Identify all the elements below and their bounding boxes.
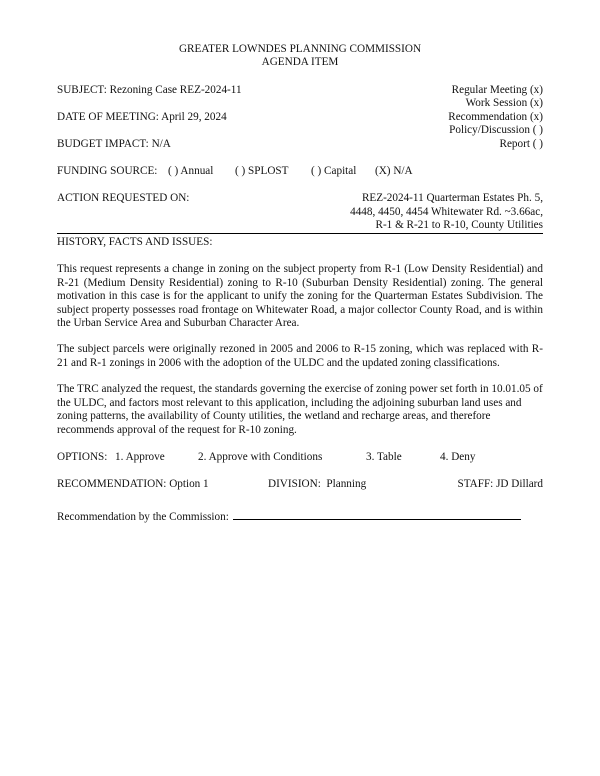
history-heading: HISTORY, FACTS AND ISSUES:: [57, 236, 213, 248]
subject-label: SUBJECT:: [57, 84, 107, 96]
budget-label: BUDGET IMPACT:: [57, 138, 149, 150]
paragraph-2: The subject parcels were originally rezoned in 2005 and 2006 to R-15 zoning, which was replaced with R-21 and R-1 zonings in 2006 with the adoption of the ULDC and the updated zoning classifications.: [57, 343, 543, 369]
recommendation-field: [57, 478, 209, 491]
options-label: OPTIONS:: [57, 451, 108, 463]
meeting-type-work-session: Work Session (x): [465, 97, 543, 110]
action-line: R-1 & R-21 to R-10, County Utilities: [375, 219, 543, 231]
org-title: GREATER LOWNDES PLANNING COMMISSION: [178, 43, 422, 55]
action-line: 4448, 4450, 4454 Whitewater Rd. ~3.66ac,: [350, 205, 543, 218]
meeting-type-recommendation: Recommendation (x): [448, 110, 543, 123]
action-details: [350, 192, 543, 233]
funding-option-annual: ( ) Annual: [168, 165, 214, 177]
action-line: REZ-2024-11 Quarterman Estates Ph. 5,: [361, 192, 543, 204]
meeting-type-policy: Policy/Discussion ( ): [449, 124, 543, 137]
staff-label: STAFF:: [457, 478, 494, 490]
funding-label: FUNDING SOURCE:: [57, 165, 158, 177]
subject-value: Rezoning Case REZ-2024-11: [109, 84, 242, 96]
option-approve: 1. Approve: [115, 451, 165, 463]
subject-field: [57, 84, 242, 97]
division-label: DIVISION:: [268, 478, 321, 490]
recommendation-label: RECOMMENDATION:: [57, 478, 167, 490]
paragraph-3: The TRC analyzed the request, the standards governing the exercise of zoning power set forth in 10.01.05 of the ULDC, and factors most relevant to this application, including the adjoining suburban land uses and zoning patterns, the availability of County utilities, the wetland and recharge areas, and therefore recommends approval of the request for R-10 zoning.: [57, 383, 543, 436]
option-approve-conditions: 2. Approve with Conditions: [198, 451, 323, 463]
doc-type-title: AGENDA ITEM: [261, 56, 339, 68]
budget-value: N/A: [151, 138, 171, 150]
commission-signature-line: [233, 508, 521, 520]
date-field: [57, 111, 227, 124]
document-header: [57, 43, 543, 69]
funding-option-capital: ( ) Capital: [311, 165, 357, 177]
funding-option-splost: ( ) SPLOST: [235, 165, 289, 177]
meeting-types: [448, 84, 543, 151]
commission-row: [57, 508, 543, 524]
action-label: ACTION REQUESTED ON:: [57, 192, 190, 204]
date-value: April 29, 2024: [161, 111, 227, 123]
staff-value: JD Dillard: [496, 478, 543, 490]
staff-field: [457, 478, 543, 491]
meeting-type-report: Report ( ): [499, 137, 543, 150]
meeting-type-regular: Regular Meeting (x): [451, 84, 543, 96]
division-value: Planning: [326, 478, 367, 490]
commission-label: Recommendation by the Commission:: [57, 511, 229, 523]
funding-option-na: (X) N/A: [375, 165, 413, 177]
budget-field: [57, 138, 171, 151]
recommendation-value: Option 1: [169, 478, 209, 490]
option-deny: 4. Deny: [440, 451, 476, 463]
division-field: [268, 478, 366, 491]
date-label: DATE OF MEETING:: [57, 111, 159, 123]
paragraph-1: This request represents a change in zoning on the subject property from R-1 (Low Density Residential) and R-21 (Medium Density Residential) zoning to R-10 (Suburban Density Residential) zoning. The general motivation in this case is for the applicant to unify the zoning for the Quarterman Estates Subdivision. The subject property possesses road frontage on Whitewater Road, a major collector County Road, and is within the Urban Service Area and Suburban Character Area.: [57, 263, 543, 330]
section-divider: [57, 233, 543, 234]
option-table: 3. Table: [366, 451, 402, 463]
